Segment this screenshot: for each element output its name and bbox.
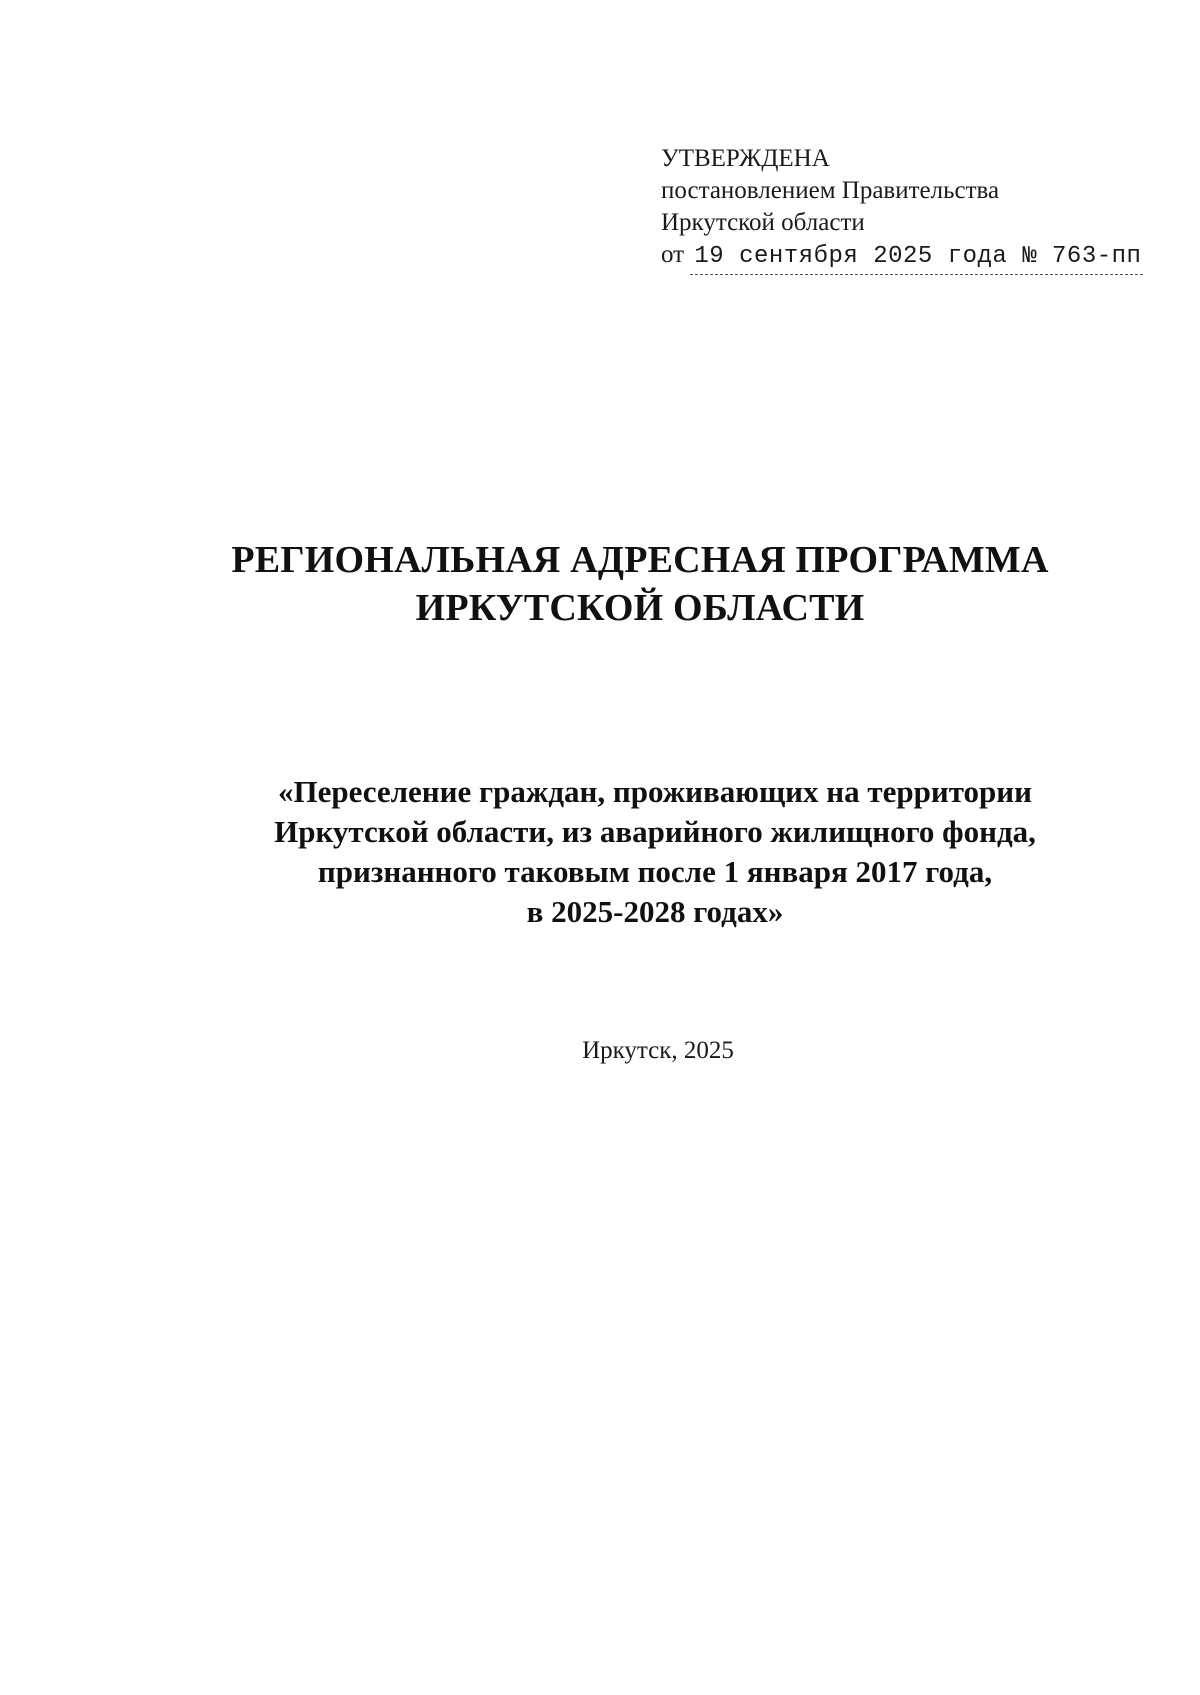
program-name-line-2: Иркутской области, из аварийного жилищного фонда, xyxy=(274,814,1036,849)
approval-line-resolution: постановлением Правительства xyxy=(661,177,1000,204)
approval-line-region: Иркутской области xyxy=(661,209,865,236)
approval-reference-date-number: 19 сентября 2025 года № 763-пп xyxy=(690,241,1143,275)
program-name xyxy=(185,772,1125,932)
program-name-line-3: признанного таковым после 1 января 2017 года, xyxy=(317,854,993,889)
program-name-line-1: «Переселение граждан, проживающих на территории xyxy=(278,774,1032,809)
program-name-line-4: в 2025-2028 годах» xyxy=(526,894,784,929)
approval-heading: УТВЕРЖДЕНА xyxy=(661,145,830,172)
approval-block xyxy=(661,143,1143,275)
document-title-line-2: ИРКУТСКОЙ ОБЛАСТИ xyxy=(415,587,865,629)
approval-reference-prefix: от xyxy=(661,241,685,268)
place-and-year: Иркутск, 2025 xyxy=(582,1037,734,1064)
document-title-line-1: РЕГИОНАЛЬНАЯ АДРЕСНАЯ ПРОГРАММА xyxy=(231,539,1049,581)
document-title xyxy=(0,536,1200,632)
approval-reference xyxy=(661,239,1143,275)
